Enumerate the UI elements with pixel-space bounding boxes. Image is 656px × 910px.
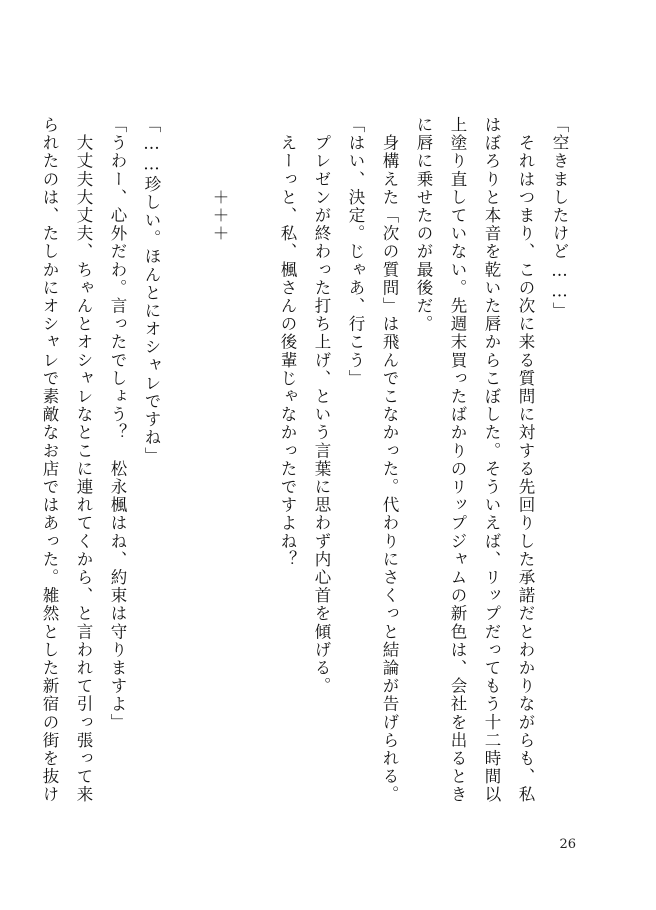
text-line: 身構えた「次の質問」は飛んでこなかった。代わりにさくっと結論が告げられる。 — [380, 116, 399, 804]
text-line: それはつまり、この次に来る質問に対する先回りした承諾だとわかりながらも、私 — [516, 116, 535, 804]
vertical-text-body — [32, 116, 576, 816]
page-number: 26 — [559, 837, 576, 852]
text-line: 大丈夫大丈夫、ちゃんとオシャレなとこに連れてくから、と言われて引っ張って来 — [74, 116, 93, 804]
text-line: えーっと、私、楓さんの後輩じゃなかったですよね？ — [278, 116, 297, 569]
text-line: 上塗り直していない。先週末買ったばかりのリップジャムの新色は、会社を出るとき — [448, 116, 467, 804]
text-line: はぼろりと本音を乾いた唇からこぼした。そういえば、リップだってもう十二時間以 — [482, 116, 501, 804]
text-line: プレゼンが終わった打ち上げ、という言葉に思わず内心首を傾げる。 — [312, 116, 331, 696]
text-line: 「はい、決定。じゃあ、行こう」 — [346, 116, 365, 388]
text-line: に唇に乗せたのが最後だ。 — [414, 116, 433, 334]
scene-separator: ＋＋＋ — [210, 116, 229, 243]
text-line: 「うわー、心外だわ。言ったでしょう？ 松永楓はね、約束は守りますよ」 — [108, 116, 127, 732]
text-line: られたのは、たしかにオシャレで素敵なお店ではあった。雑然とした新宿の街を抜け — [40, 116, 59, 804]
text-line: 「……珍しい。ほんとにオシャレですね」 — [142, 116, 161, 465]
text-line: 「空きましたけど……」 — [550, 116, 569, 321]
